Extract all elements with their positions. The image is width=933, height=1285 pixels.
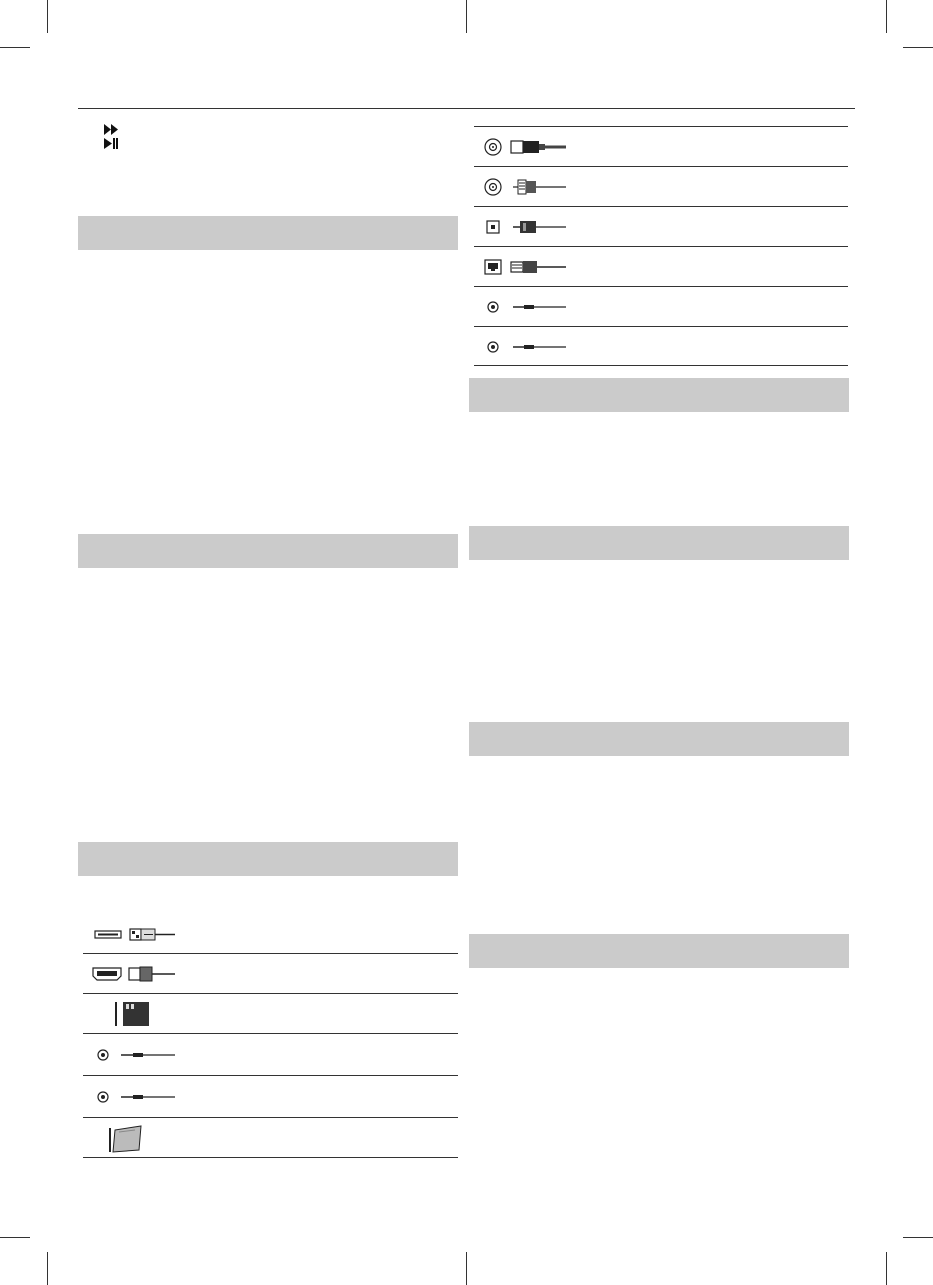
right-ports-table: [474, 126, 848, 366]
table-row: [474, 287, 848, 327]
crop-mark: [886, 0, 887, 33]
table-row: [83, 954, 458, 994]
section-header: [78, 842, 458, 876]
table-row: [474, 207, 848, 247]
crop-mark: [0, 47, 30, 48]
audio-in-jack-icon: [474, 327, 574, 366]
table-row: [474, 167, 848, 207]
table-row: [83, 1034, 458, 1076]
table-row: [83, 914, 458, 954]
crop-mark: [47, 1252, 48, 1285]
table-row: [83, 1076, 458, 1118]
table-row: [474, 247, 848, 287]
table-row: [474, 127, 848, 167]
section-header: [78, 216, 458, 250]
crop-mark: [886, 1252, 887, 1285]
crop-mark: [903, 47, 933, 48]
section-header: [469, 934, 849, 968]
table-row: [474, 327, 848, 366]
table-row: [83, 994, 458, 1034]
header-rule: [78, 108, 855, 109]
hdmi-port-icon: [83, 954, 183, 994]
antenna-socket-icon: [474, 127, 574, 167]
crop-mark: [47, 0, 48, 33]
crop-mark: [0, 1237, 30, 1238]
headphone-jack-icon: [83, 1034, 183, 1076]
crop-mark: [466, 0, 467, 33]
usb-port-icon: [83, 914, 183, 954]
lan-port-icon: [474, 247, 574, 287]
section-header: [469, 378, 849, 412]
play-pause-icon: [104, 138, 118, 152]
optical-port-icon: [474, 207, 574, 247]
section-header: [78, 534, 458, 568]
table-row: [83, 1118, 458, 1158]
card-slot-icon: [83, 994, 183, 1034]
section-header: [469, 526, 849, 560]
av-jack-icon: [474, 287, 574, 327]
media-controls: [104, 124, 118, 152]
left-ports-table: [83, 914, 458, 1158]
audio-jack-icon: [83, 1076, 183, 1118]
crop-mark: [466, 1252, 467, 1285]
satellite-socket-icon: [474, 167, 574, 207]
section-header: [469, 722, 849, 756]
fast-forward-icon: [104, 124, 118, 138]
ci-slot-icon: [83, 1118, 183, 1158]
crop-mark: [903, 1237, 933, 1238]
